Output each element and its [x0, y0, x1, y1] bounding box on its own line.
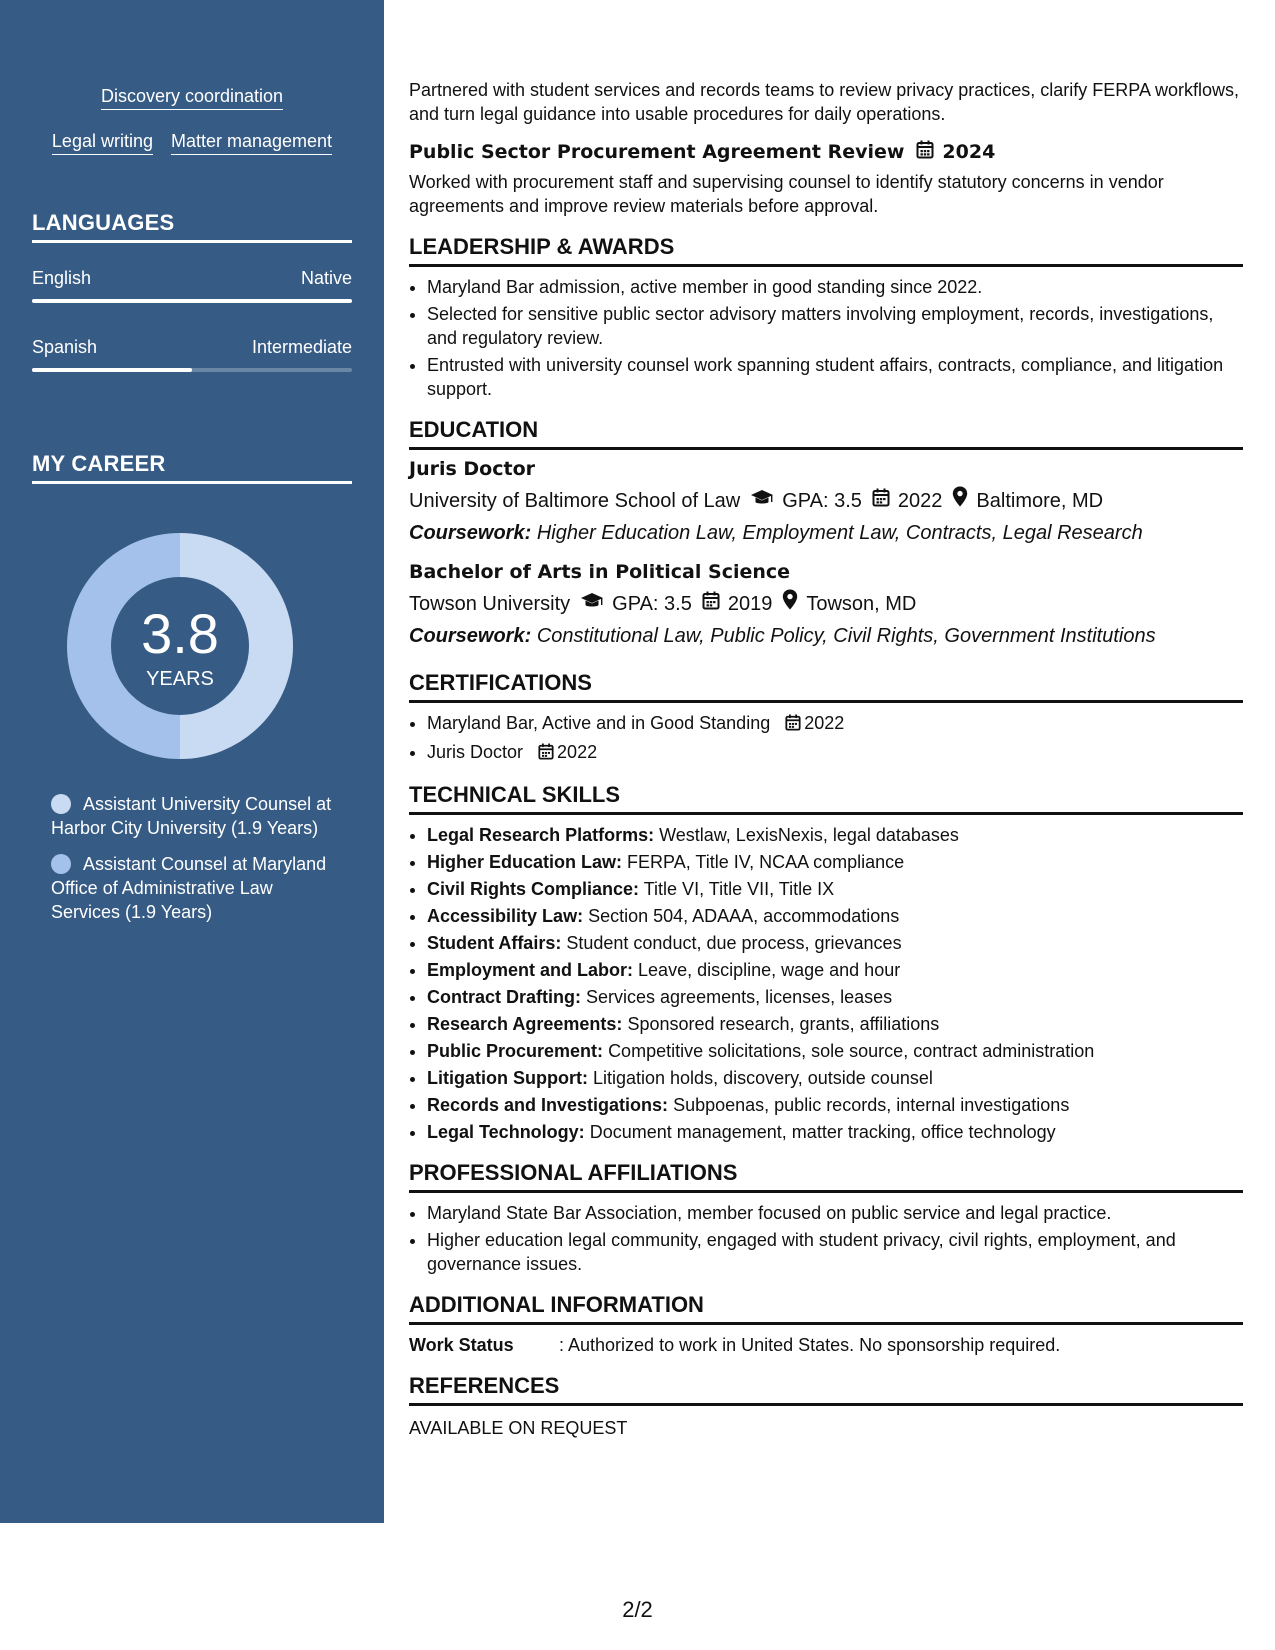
graduation-year: 2019	[727, 592, 773, 615]
career-item	[51, 852, 341, 924]
coursework-label: Coursework:	[409, 522, 532, 544]
calendar-icon	[785, 713, 801, 737]
location-pin-icon	[952, 486, 968, 515]
career-total-value: 3.8	[141, 601, 219, 665]
education-details	[409, 486, 1243, 515]
list-item: • Maryland Bar admission, active member in good standing since 2022.	[427, 275, 1243, 299]
skill-value: Litigation holds, discovery, outside counsel	[592, 1068, 933, 1088]
skill-tag[interactable]: Discovery coordination	[101, 86, 283, 110]
leadership-heading: LEADERSHIP & AWARDS	[409, 234, 1243, 267]
language-level: Native	[300, 268, 352, 288]
skill-value: Section 504, ADAAA, accommodations	[588, 906, 900, 926]
career-heading: MY CAREER	[32, 451, 352, 484]
education-entry	[409, 458, 1243, 547]
degree-title: Bachelor of Arts in Political Science	[409, 561, 791, 583]
career-total-unit: YEARS	[146, 667, 214, 690]
list-item	[427, 1066, 1243, 1090]
references-heading: REFERENCES	[409, 1373, 1243, 1406]
language-english	[32, 268, 352, 303]
career-legend	[51, 792, 341, 936]
list-item	[427, 877, 1243, 901]
list-item: • Maryland State Bar Association, member focused on public service and legal practice.	[427, 1201, 1243, 1225]
work-status-value: : Authorized to work in United States. No sponsorship required.	[559, 1335, 1061, 1355]
list-item: • Selected for sensitive public sector advisory matters involving employment, records, investigations, and regulatory review.	[427, 302, 1243, 350]
list-item	[427, 1039, 1243, 1063]
skill-label: Litigation Support:	[427, 1068, 588, 1088]
list-item	[427, 904, 1243, 928]
skill-value: Competitive solicitations, sole source, contract administration	[608, 1041, 1095, 1061]
skill-value: Title VI, Title VII, Title IX	[643, 879, 835, 899]
skill-label: Legal Research Platforms:	[427, 825, 655, 845]
location-pin-icon	[782, 589, 798, 618]
language-level: Intermediate	[251, 337, 352, 357]
skill-label: Contract Drafting:	[427, 987, 581, 1007]
list-item	[427, 740, 1243, 766]
career-dot-icon	[51, 854, 71, 874]
language-bar	[32, 368, 352, 372]
coursework-text: Constitutional Law, Public Policy, Civil Rights, Government Institutions	[536, 625, 1156, 647]
certification-year: 2022	[557, 742, 598, 762]
school-location: Baltimore, MD	[976, 489, 1104, 512]
certification-name: Juris Doctor	[427, 742, 524, 762]
references-text: AVAILABLE ON REQUEST	[409, 1418, 628, 1438]
career-donut-chart	[67, 533, 293, 759]
coursework	[409, 622, 1243, 650]
skill-value: Westlaw, LexisNexis, legal databases	[659, 825, 959, 845]
skill-label: Civil Rights Compliance:	[427, 879, 640, 899]
calendar-icon	[916, 140, 934, 164]
language-bar-fill	[32, 368, 192, 372]
list-item	[427, 850, 1243, 874]
list-item: • Higher education legal community, engaged with student privacy, civil rights, employment, and governance issues.	[427, 1228, 1243, 1276]
sidebar	[0, 0, 384, 1523]
skill-label: Research Agreements:	[427, 1014, 623, 1034]
language-name: English	[32, 268, 92, 288]
certification-name: Maryland Bar, Active and in Good Standing	[427, 713, 771, 733]
career-item-text: Assistant University Counsel at Harbor City University (1.9 Years)	[51, 794, 332, 838]
language-spanish	[32, 337, 352, 372]
calendar-icon	[872, 487, 890, 515]
technical-skills-list	[409, 823, 1243, 1144]
skills-row-2	[32, 131, 352, 155]
list-item: • Entrusted with university counsel work spanning student affairs, contracts, compliance, and litigation support.	[427, 353, 1243, 401]
career-item-text: Assistant Counsel at Maryland Office of Administrative Law Services (1.9 Years)	[51, 854, 327, 922]
skill-label: Legal Technology:	[427, 1122, 585, 1142]
school-name: University of Baltimore School of Law	[409, 489, 741, 512]
skill-value: Services agreements, licenses, leases	[586, 987, 893, 1007]
skill-value: Student conduct, due process, grievances	[566, 933, 902, 953]
project-description: Worked with procurement staff and supervising counsel to identify statutory concerns in vendor agreements and improve review materials before approval.	[409, 172, 1164, 216]
calendar-icon	[538, 742, 554, 766]
skill-value: Subpoenas, public records, internal investigations	[673, 1095, 1070, 1115]
skill-label: Public Procurement:	[427, 1041, 604, 1061]
school-location: Towson, MD	[806, 592, 917, 615]
skill-value: Leave, discipline, wage and hour	[638, 960, 901, 980]
coursework-text: Higher Education Law, Employment Law, Contracts, Legal Research	[536, 522, 1143, 544]
list-item	[427, 711, 1243, 737]
gpa: GPA: 3.5	[612, 592, 692, 615]
additional-info-heading: ADDITIONAL INFORMATION	[409, 1292, 1243, 1325]
languages-heading: LANGUAGES	[32, 210, 352, 243]
skill-value: Document management, matter tracking, office technology	[589, 1122, 1056, 1142]
career-item	[51, 792, 341, 840]
education-heading: EDUCATION	[409, 417, 1243, 450]
skills-row-1	[32, 86, 352, 110]
list-item	[427, 823, 1243, 847]
affiliations-list	[409, 1201, 1243, 1276]
leadership-list	[409, 275, 1243, 401]
certification-year: 2022	[804, 713, 845, 733]
skill-label: Higher Education Law:	[427, 852, 623, 872]
degree-title: Juris Doctor	[409, 458, 535, 480]
project-title: Public Sector Procurement Agreement Review	[409, 141, 905, 163]
skill-tag[interactable]: Matter management	[171, 131, 332, 155]
affiliations-heading: PROFESSIONAL AFFILIATIONS	[409, 1160, 1243, 1193]
list-item	[427, 1012, 1243, 1036]
project-title-row	[409, 140, 1243, 164]
project-year: 2024	[942, 141, 996, 163]
list-item	[427, 1120, 1243, 1144]
skill-label: Records and Investigations:	[427, 1095, 669, 1115]
skill-tag[interactable]: Legal writing	[52, 131, 153, 155]
certifications-heading: CERTIFICATIONS	[409, 670, 1243, 703]
school-name: Towson University	[409, 592, 571, 615]
graduation-cap-icon	[750, 487, 774, 515]
list-item	[427, 985, 1243, 1009]
language-bar-fill	[32, 299, 352, 303]
technical-skills-heading: TECHNICAL SKILLS	[409, 782, 1243, 815]
coursework-label: Coursework:	[409, 625, 532, 647]
skill-value: Sponsored research, grants, affiliations	[627, 1014, 940, 1034]
skill-label: Employment and Labor:	[427, 960, 634, 980]
graduation-cap-icon	[580, 590, 604, 618]
language-name: Spanish	[32, 337, 98, 357]
project-intro-text: Partnered with student services and records teams to review privacy practices, clarify FERPA workflows, and turn legal guidance into usable procedures for daily operations.	[409, 80, 1239, 124]
list-item	[427, 958, 1243, 982]
graduation-year: 2022	[897, 489, 943, 512]
work-status-row	[409, 1333, 1243, 1357]
skill-value: FERPA, Title IV, NCAA compliance	[627, 852, 905, 872]
calendar-icon	[702, 590, 720, 618]
list-item	[427, 1093, 1243, 1117]
skill-label: Student Affairs:	[427, 933, 562, 953]
coursework	[409, 519, 1243, 547]
gpa: GPA: 3.5	[782, 489, 862, 512]
page-number: 2/2	[622, 1597, 653, 1622]
work-status-label: Work Status	[409, 1335, 514, 1355]
education-details	[409, 589, 1243, 618]
skill-label: Accessibility Law:	[427, 906, 584, 926]
language-bar	[32, 299, 352, 303]
career-dot-icon	[51, 794, 71, 814]
list-item	[427, 931, 1243, 955]
certifications-list	[409, 711, 1243, 766]
education-entry	[409, 561, 1243, 650]
main-content	[409, 78, 1243, 1440]
